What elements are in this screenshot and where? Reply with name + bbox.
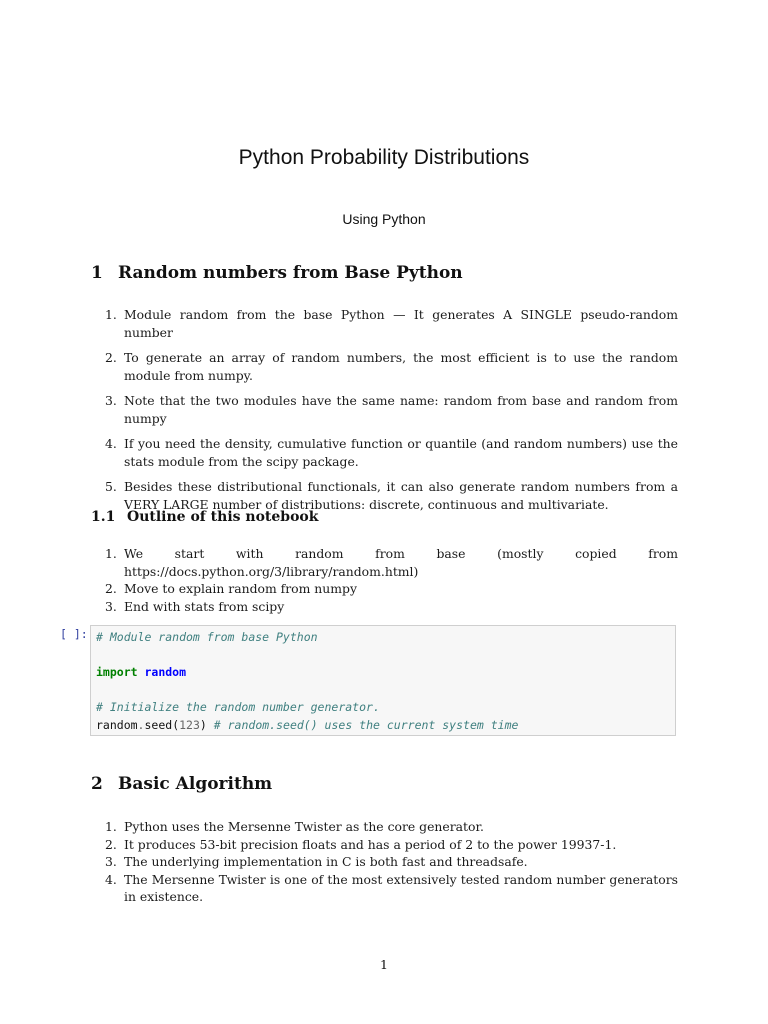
- list-item: 1. Module random from the base Python — It generates A SINGLE pseudo-random number: [105, 307, 678, 340]
- list-item: 2. Move to explain random from numpy: [105, 581, 357, 596]
- section-1-list: [91, 306, 678, 521]
- section-2-title: Basic Algorithm: [118, 774, 273, 794]
- list-item: 1. Python uses the Mersenne Twister as the core generator.: [105, 819, 484, 834]
- call-dot: .: [137, 717, 145, 732]
- page-number: 1: [380, 957, 388, 972]
- outline-list: [91, 545, 678, 615]
- list-marker: 5.: [105, 479, 117, 494]
- code-line: [96, 664, 670, 682]
- import-keyword: import: [96, 665, 138, 679]
- call-close: ): [199, 717, 207, 732]
- list-item: 3. End with stats from scipy: [105, 598, 285, 614]
- list-item: 1. We start with random from base (mostly copied from https://docs.python.org/3/library/random.html): [105, 546, 678, 579]
- section-1-heading: [91, 263, 463, 283]
- list-marker: 1.: [105, 819, 117, 834]
- list-marker: 1.: [105, 307, 117, 322]
- section-1-1-heading: [91, 509, 318, 525]
- list-item: 5. Besides these distributional functionals, it can also generate random numbers from a VERY LARGE number of distributions: discrete, continuous and multivariate.: [105, 479, 678, 512]
- list-item: 4. The Mersenne Twister is one of the most extensively tested random number generators in existence.: [105, 871, 678, 904]
- section-1-1-number: 1.1: [91, 509, 116, 525]
- code-line-blank: [96, 682, 670, 700]
- call-object: random: [96, 717, 138, 732]
- list-item: 2. To generate an array of random numbers, the most efficient is to use the random module from numpy.: [105, 350, 678, 383]
- list-marker: 4.: [105, 436, 117, 451]
- call-function: seed: [144, 717, 173, 732]
- section-2-list: [91, 818, 678, 906]
- code-comment: # Initialize the random number generator.: [96, 700, 380, 714]
- code-line: [96, 699, 670, 717]
- list-item: 2. It produces 53-bit precision floats and has a period of 2 to the power 19937-1.: [105, 836, 617, 852]
- list-marker: 3.: [105, 393, 117, 408]
- section-2-number: 2: [91, 774, 103, 794]
- list-marker: 2.: [105, 350, 117, 365]
- list-item: 4. If you need the density, cumulative function or quantile (and random numbers) use the stats module from the scipy package.: [105, 436, 678, 469]
- document-subtitle: Using Python: [342, 211, 426, 227]
- list-item: 3. Note that the two modules have the same name: random from base and random from numpy: [105, 393, 678, 426]
- code-line-blank: [96, 647, 670, 665]
- cell-prompt: [ ]:: [60, 627, 88, 641]
- list-item: 3. The underlying implementation in C is both fast and threadsafe.: [105, 854, 528, 869]
- code-cell[interactable]: [90, 625, 676, 736]
- document-title: Python Probability Distributions: [238, 146, 530, 169]
- list-marker: 3.: [105, 854, 117, 869]
- code-comment: # random.seed() uses the current system time: [213, 717, 519, 732]
- section-1-title: Random numbers from Base Python: [118, 263, 463, 283]
- list-marker: 2.: [105, 581, 117, 596]
- code-comment: # Module random from base Python: [96, 630, 318, 644]
- list-marker: 4.: [105, 871, 117, 887]
- code-line: [96, 629, 670, 647]
- call-open: (: [172, 717, 180, 732]
- module-name: random: [144, 665, 187, 679]
- call-argument: 123: [179, 717, 200, 732]
- list-marker: 3.: [105, 598, 117, 614]
- list-marker: 2.: [105, 836, 117, 852]
- section-1-1-title: Outline of this notebook: [127, 509, 319, 525]
- list-marker: 1.: [105, 546, 117, 561]
- code-line: [96, 717, 670, 735]
- section-2-heading: [91, 774, 272, 794]
- section-1-number: 1: [91, 263, 103, 283]
